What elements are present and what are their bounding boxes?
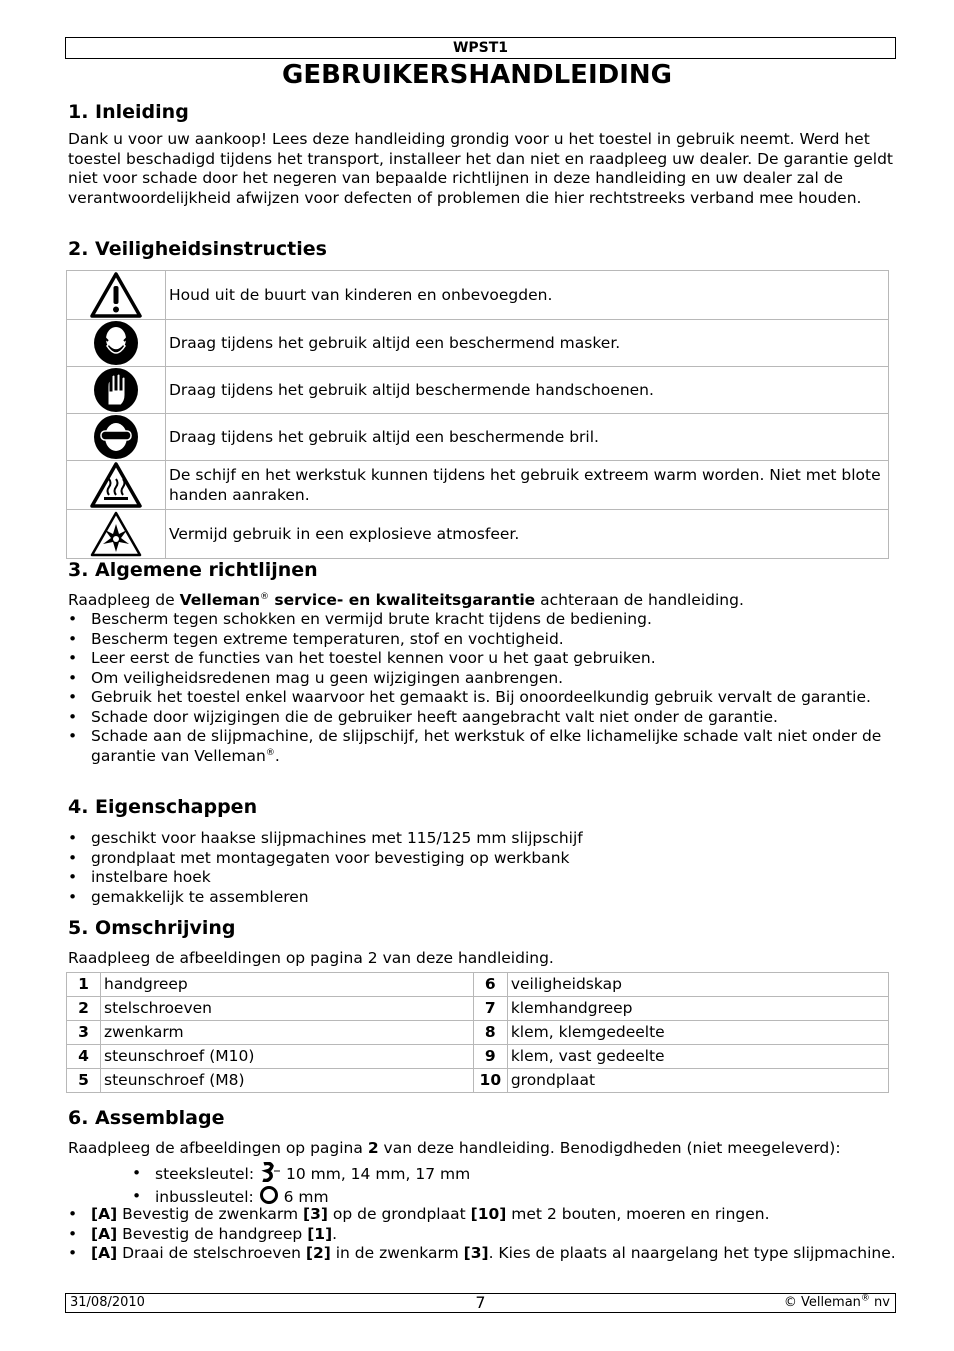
assembly-steps (68, 1205, 898, 1264)
table-row (67, 510, 889, 559)
part-number: 7 (473, 997, 507, 1021)
list-item: • Schade door wijzigingen die de gebruiker heeft aangebracht valt niet onder de garantie. (68, 708, 898, 728)
table-row (67, 271, 889, 320)
list-item: • grondplaat met montagegaten voor bevestiging op werkbank (68, 849, 898, 869)
part-number: 8 (473, 1021, 507, 1045)
list-item: • Schade aan de slijpmachine, de slijpschijf, het werkstuk of elke lichamelijke schade valt niet onder de garantie van Velleman®. (68, 727, 898, 766)
warning-triangle-icon (89, 271, 143, 319)
section-heading-veiligheid: 2. Veiligheidsinstructies (68, 238, 327, 260)
table-row (67, 1069, 889, 1093)
safety-text: Vermijd gebruik in een explosieve atmosfeer. (166, 510, 889, 559)
list-item: • Gebruik het toestel enkel waarvoor het gemaakt is. Bij onoordeelkundig gebruik vervalt de garantie. (68, 688, 898, 708)
table-row (67, 1021, 889, 1045)
safety-text: De schijf en het werkstuk kunnen tijdens het gebruik extreem warm worden. Niet met blote handen aanraken. (166, 461, 889, 510)
part-label: handgreep (101, 973, 474, 997)
list-item: • inbussleutel: 6 mm (132, 1185, 892, 1208)
part-label: steunschroef (M10) (101, 1045, 474, 1069)
part-number: 9 (473, 1045, 507, 1069)
footer-date: 31/08/2010 (70, 1295, 145, 1310)
list-item: • Bescherm tegen extreme temperaturen, stof en vochtigheid. (68, 630, 898, 650)
list-item: • gemakkelijk te assembleren (68, 888, 898, 908)
hex-key-icon (259, 1185, 279, 1205)
part-label: klemhandgreep (507, 997, 888, 1021)
list-item: • steeksleutel: 10 mm, 14 mm, 17 mm (132, 1162, 892, 1185)
list-item: • geschikt voor haakse slijpmachines met 115/125 mm slijpschijf (68, 829, 898, 849)
footer-copyright: © Velleman® nv (783, 1293, 890, 1310)
section-heading-assemblage: 6. Assemblage (68, 1107, 225, 1129)
part-label: stelschroeven (101, 997, 474, 1021)
safety-text: Draag tijdens het gebruik altijd beschermende handschoenen. (166, 367, 889, 414)
part-label: veiligheidskap (507, 973, 888, 997)
gloves-icon (93, 367, 139, 413)
list-item: • [A] Bevestig de zwenkarm [3] op de grondplaat [10] met 2 bouten, moeren en ringen. (68, 1205, 898, 1225)
page-title: GEBRUIKERSHANDLEIDING (282, 60, 672, 90)
hot-surface-icon (89, 461, 143, 509)
safety-icon-cell (67, 320, 166, 367)
part-number: 5 (67, 1069, 101, 1093)
part-label: steunschroef (M8) (101, 1069, 474, 1093)
explosive-icon (89, 510, 143, 558)
list-item: • Leer eerst de functies van het toestel kennen voor u het gaat gebruiken. (68, 649, 898, 669)
guidelines-list (68, 610, 898, 766)
section-heading-richtlijnen: 3. Algemene richtlijnen (68, 559, 318, 581)
goggles-icon (93, 414, 139, 460)
list-item: • instelbare hoek (68, 868, 898, 888)
table-row (67, 973, 889, 997)
table-row (67, 1045, 889, 1069)
mask-icon (93, 320, 139, 366)
safety-icon-cell (67, 510, 166, 559)
safety-icon-cell (67, 461, 166, 510)
intro-paragraph: Dank u voor uw aankoop! Lees deze handleiding grondig voor u het toestel in gebruik neemt. Werd het toestel beschadigd tijdens het transport, installeer het dan niet en raadpleeg uw dealer. De garantie geldt niet voor schade door het negeren van bepaalde richtlijnen in deze handleiding en uw dealer zal de verantwoordelijkheid afwijzen voor defecten of problemen die hier rechtstreeks verband mee houden. (68, 130, 893, 207)
table-row (67, 414, 889, 461)
section-heading-eigenschappen: 4. Eigenschappen (68, 796, 258, 818)
safety-text: Draag tijdens het gebruik altijd een beschermende bril. (166, 414, 889, 461)
description-text: Raadpleeg de afbeeldingen op pagina 2 van deze handleiding. (68, 949, 554, 967)
list-item: • Bescherm tegen schokken en vermijd brute kracht tijdens de bediening. (68, 610, 898, 630)
safety-icon-cell (67, 367, 166, 414)
model-header: WPST1 (65, 37, 896, 59)
table-row (67, 461, 889, 510)
part-number: 2 (67, 997, 101, 1021)
table-row (67, 997, 889, 1021)
safety-icon-cell (67, 271, 166, 320)
wrench-icon (259, 1162, 281, 1182)
part-label: zwenkarm (101, 1021, 474, 1045)
safety-icon-cell (67, 414, 166, 461)
safety-text: Houd uit de buurt van kinderen en onbevoegden. (166, 271, 889, 320)
assembly-intro: Raadpleeg de afbeeldingen op pagina 2 van deze handleiding. Benodigdheden (niet meegeleverd): (68, 1139, 841, 1157)
page-footer (65, 1293, 896, 1313)
section-heading-omschrijving: 5. Omschrijving (68, 917, 236, 939)
part-label: grondplaat (507, 1069, 888, 1093)
safety-table (66, 270, 889, 559)
section-heading-inleiding: 1. Inleiding (68, 101, 189, 123)
table-row (67, 367, 889, 414)
list-item: • Om veiligheidsredenen mag u geen wijzigingen aanbrengen. (68, 669, 898, 689)
part-number: 10 (473, 1069, 507, 1093)
list-item: • [A] Bevestig de handgreep [1]. (68, 1225, 898, 1245)
parts-table (66, 972, 889, 1093)
part-label: klem, klemgedeelte (507, 1021, 888, 1045)
guidelines-intro: Raadpleeg de Velleman® service- en kwaliteitsgarantie achteraan de handleiding. (68, 591, 744, 609)
part-number: 1 (67, 973, 101, 997)
page-number: 7 (475, 1293, 486, 1312)
part-label: klem, vast gedeelte (507, 1045, 888, 1069)
list-item: • [A] Draai de stelschroeven [2] in de zwenkarm [3]. Kies de plaats al naargelang het type slijpmachine. (68, 1244, 898, 1264)
safety-text: Draag tijdens het gebruik altijd een beschermend masker. (166, 320, 889, 367)
part-number: 6 (473, 973, 507, 997)
part-number: 3 (67, 1021, 101, 1045)
features-list (68, 829, 898, 907)
tools-list (132, 1162, 892, 1208)
table-row (67, 320, 889, 367)
part-number: 4 (67, 1045, 101, 1069)
